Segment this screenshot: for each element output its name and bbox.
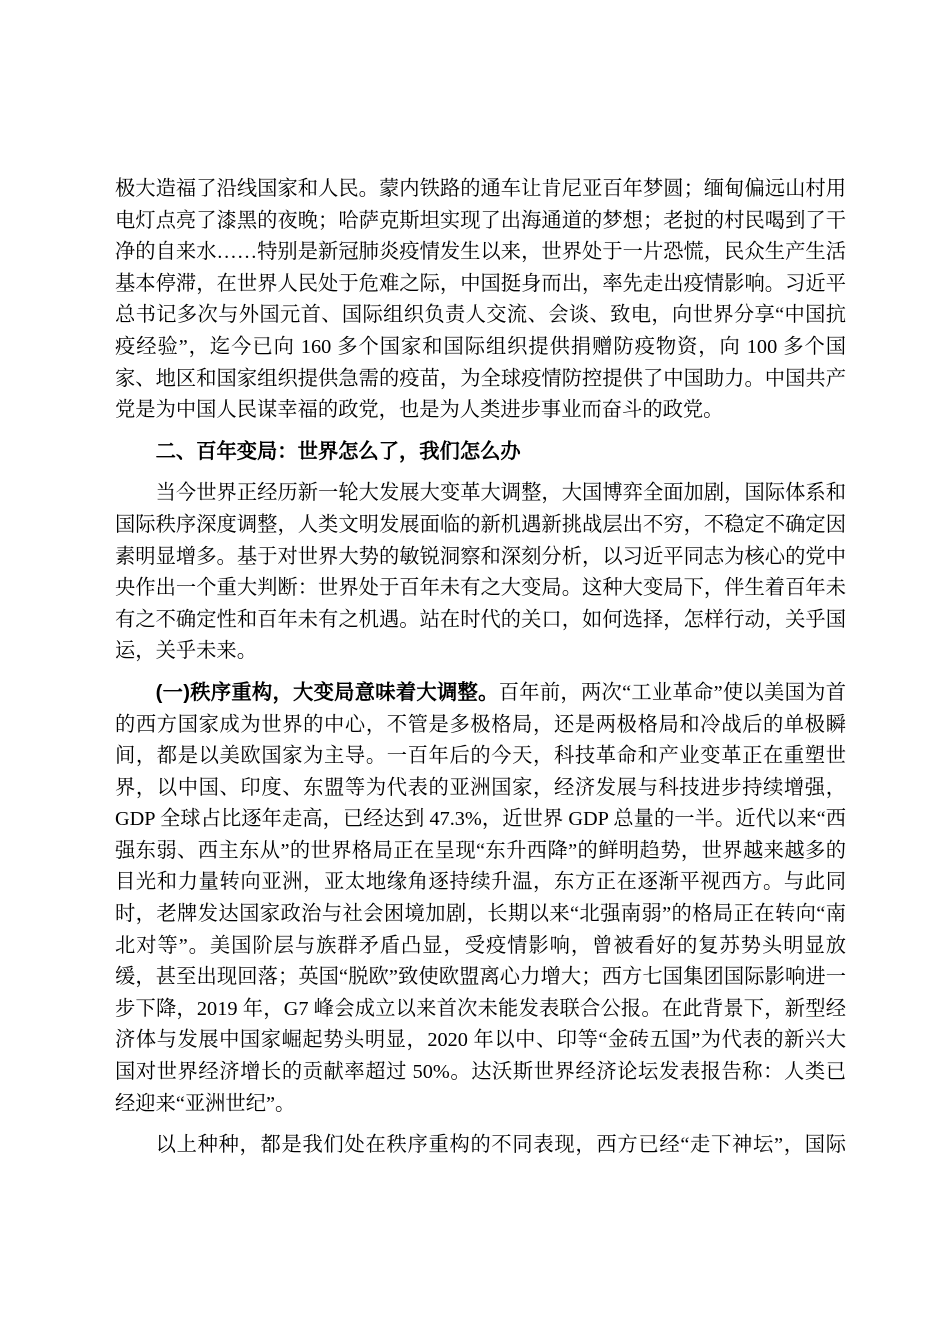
paragraph-body: 当今世界正经历新一轮大发展大变革大调整，大国博弈全面加剧，国际体系和国际秩序深度调整，人类文明发展面临的新机遇新挑战层出不穷，不稳定不确定因素明显增多。基于对世界大势的敏锐洞察和深刻分析，以习近平同志为核心的党中央作出一个重大判断：世界处于百年未有之大变局。这种大变局下，伴生着百年未有之不确定性和百年未有之机遇。站在时代的关口，如何选择，怎样行动，关乎国运，关乎未来。 [115,482,846,663]
paragraph-with-bold-lead [115,678,846,1120]
section-heading: 二、百年变局：世界怎么了，我们怎么办 [155,440,521,463]
paragraph-body-text: 百年前，两次“工业革命”使以美国为首的西方国家成为世界的中心，不管是多极格局，还是两极格局和冷战后的单极瞬间，都是以美欧国家为主导。一百年后的今天，科技革命和产业变革正在重塑世界，以中国、印度、东盟等为代表的亚洲国家，经济发展与科技进步持续增强，GDP 全球占比逐年走高，已经达到 47.3%，近世界 GDP 总量的一半。近代以来“西强东弱、西主东从”的世界格局正在呈现“东升西降”的鲜明趋势，世界越来越多的目光和力量转向亚洲，亚太地缘角逐持续升温，东方正在逐渐平视西方。与此同时，老牌发达国家政治与社会困境加剧，长期以来“北强南弱”的格局正在转向“南北对等”。美国阶层与族群矛盾凸显，受疫情影响，曾被看好的复苏势头明显放缓，甚至出现回落；英国“脱欧”致使欧盟离心力增大；西方七国集团国际影响进一步下降，2019 年，G7 峰会成立以来首次未能发表联合公报。在此背景下，新型经济体与发展中国家崛起势头明显，2020 年以中、印等“金砖五国”为代表的新兴大国对世界经济增长的贡献率超过 50%。达沃斯世界经济论坛发表报告称：人类已经迎来“亚洲世纪”。 [115,681,846,1115]
paragraph-truncated: 以上种种，都是我们处在秩序重构的不同表现，西方已经“走下神坛”，国际 [155,1134,846,1157]
paragraph-continuation: 极大造福了沿线国家和人民。蒙内铁路的通车让肯尼亚百年梦圆；缅甸偏远山村用电灯点亮了漆黑的夜晚；哈萨克斯坦实现了出海通道的梦想；老挝的村民喝到了干净的自来水……特别是新冠肺炎疫情发生以来，世界处于一片恐慌，民众生产生活基本停滞，在世界人民处于危难之际，中国挺身而出，率先走出疫情影响。习近平总书记多次与外国元首、国际组织负责人交流、会谈、致电，向世界分享“中国抗疫经验”，迄今已向 160 多个国家和国际组织提供捐赠防疫物资，向 100 多个国家、地区和国家组织提供急需的疫苗，为全球疫情防控提供了中国助力。中国共产党是为中国人民谋幸福的政党，也是为人类进步事业而奋斗的政党。 [115,178,846,422]
paragraph-bold-lead: (一)秩序重构，大变局意味着大调整。 [155,681,499,704]
